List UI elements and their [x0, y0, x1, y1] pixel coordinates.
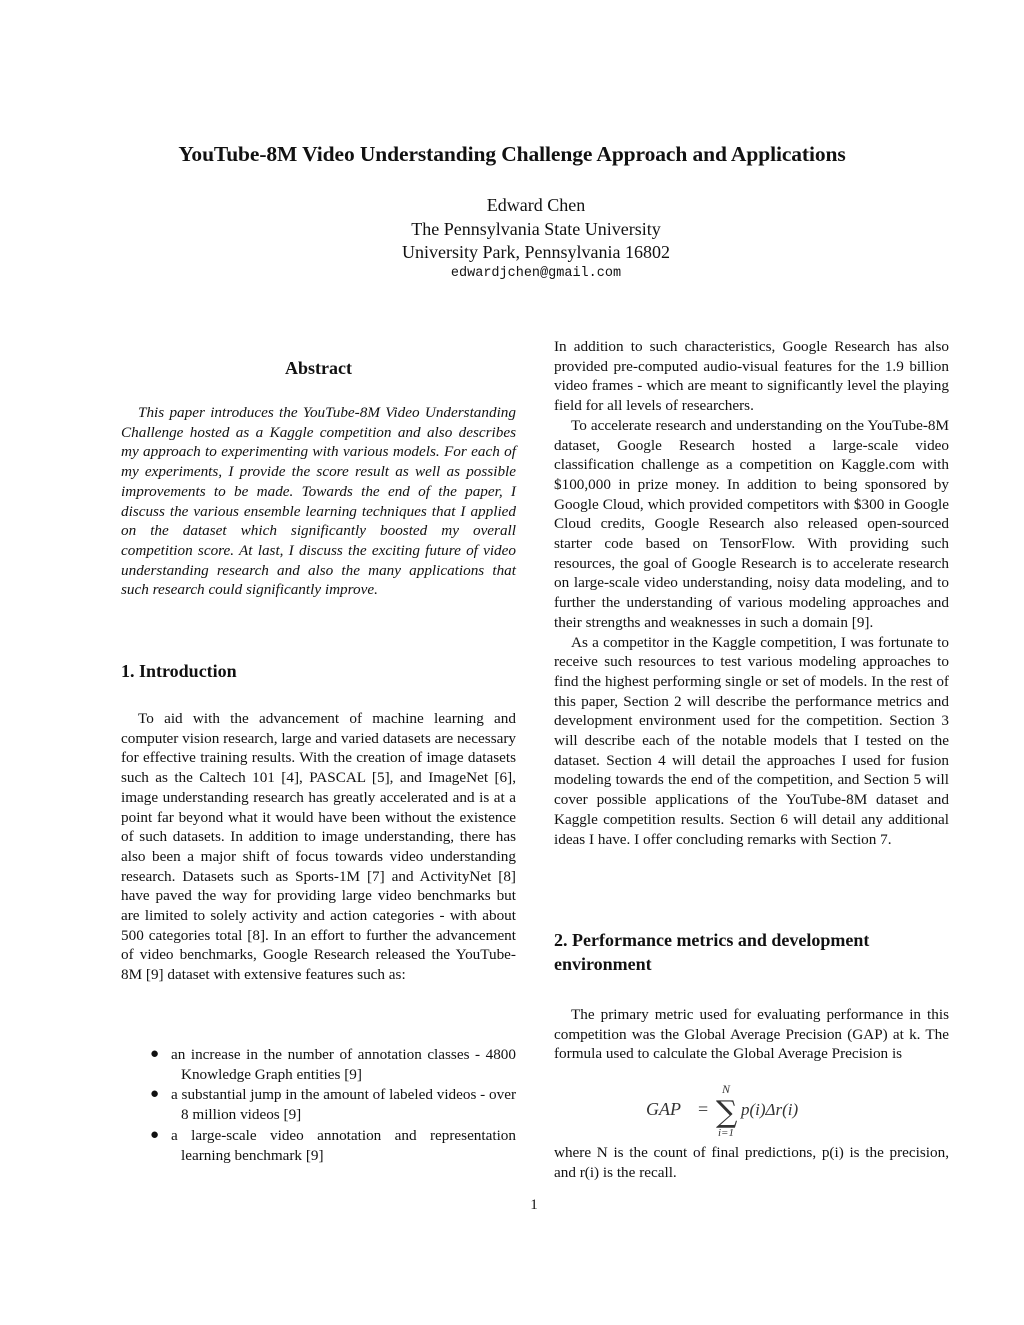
intro-column-right	[554, 337, 949, 849]
feature-bullet-list	[121, 1045, 516, 1166]
section2-paragraph-2: where N is the count of final predictions, p(i) is the precision, and r(i) is the recall.	[554, 1144, 949, 1181]
author-affiliation: The Pennsylvania State University	[411, 218, 661, 239]
formula-equals: =	[698, 1099, 709, 1119]
author-name: Edward Chen	[486, 195, 586, 215]
author-address: University Park, Pennsylvania 16802	[402, 242, 670, 262]
bullet-icon: ●	[150, 1086, 160, 1103]
list-item-text: a large-scale video annotation and representation learning benchmark [9]	[171, 1126, 516, 1164]
intro-paragraph-1: To aid with the advancement of machine learning and computer vision research, large and varied datasets are necessary for effective training results. With the creation of image datasets such as the Caltech 101 [4], PASCAL [5], and ImageNet [6], image understanding research has greatly accelerated and is at a point far beyond what it would have been without the existence of such datasets. In addition to image understanding, there has also been a major shift of focus towards video understanding research. Datasets such as Sports-1M [7] and ActivityNet [8] have paved the way for providing large video benchmarks but are limited to solely activity and action categories - with about 500 categories total [8]. In an effort to further the advancement of video benchmarks, Google Research released the YouTube-8M [9] dataset with extensive features such as:	[121, 710, 516, 984]
intro-paragraph-2: In addition to such characteristics, Google Research has also provided pre-computed audio-visual features for the 1.9 billion video frames - which are meant to significantly level the playing field for all levels of researchers.	[554, 338, 949, 415]
gap-formula	[646, 1082, 846, 1140]
formula-upper-limit: N	[722, 1082, 731, 1096]
abstract-body	[121, 403, 516, 600]
section2-paragraph-1: The primary metric used for evaluating performance in this competition was the Global Average Precision (GAP) at k. The formula used to calculate the Global Average Precision is	[554, 1006, 949, 1063]
formula-lhs: GAP	[646, 1099, 681, 1119]
formula-lower-limit: i=1	[718, 1127, 734, 1139]
section2-column	[554, 1005, 949, 1064]
list-item-text: a substantial jump in the amount of labeled videos - over 8 million videos [9]	[171, 1086, 517, 1124]
abstract-heading: Abstract	[285, 358, 352, 378]
intro-paragraph-3: To accelerate research and understanding on the YouTube-8M dataset, Google Research hosted a large-scale video classification challenge as a competition on Kaggle.com with $100,000 in prize money. In addition to being sponsored by Google Cloud, which provided competitors with $300 in Google Cloud credits, Google Research also released open-sourced starter code based on TensorFlow. With providing such resources, the goal of Google Research is to accelerate research on large-scale video understanding, noisy data modeling, and to further the understanding of various modeling approaches and their strengths and weaknesses in such a domain [9].	[554, 416, 949, 631]
intro-column-left	[121, 709, 516, 985]
page-number: 1	[530, 1197, 538, 1213]
section2-column-tail	[554, 1143, 949, 1182]
formula-sum-icon: ∑	[716, 1095, 738, 1130]
bullet-icon: ●	[150, 1046, 160, 1062]
list-item	[121, 1085, 516, 1124]
abstract-text: This paper introduces the YouTube-8M Video Understanding Challenge hosted as a Kaggle competition and also describes my approach to experimenting with various models. For each of my experiments, I provide the score result as well as possible improvements to be made. Towards the end of the paper, I discuss the various ensemble learning techniques that I applied on the dataset which significantly boosted my overall competition score. At last, I discuss the exciting future of video understanding research and also the many applications that such research could significantly improve.	[121, 404, 516, 599]
author-block	[0, 194, 1024, 282]
intro-paragraph-4: As a competitor in the Kaggle competition, I was fortunate to receive such resources to test various modeling approaches to find the highest performing single or set of models. In the rest of this paper, Section 2 will describe the performance metrics and development environment used for the competition. Section 3 will describe each of the notable models that I tested on the dataset. Section 4 will detail the approaches I used for fusion modeling towards the end of the competition, and Section 5 will cover possible applications of the YouTube-8M dataset and Kaggle competition results. Section 6 will detail any additional ideas I have. I offer concluding remarks with Section 7.	[554, 633, 949, 848]
list-item-text: an increase in the number of annotation classes - 4800 Knowledge Graph entities [9]	[171, 1046, 516, 1083]
paper-title: YouTube-8M Video Understanding Challenge Approach and Applications	[178, 142, 846, 166]
bullet-icon: ●	[150, 1126, 160, 1143]
formula-term: p(i)Δr(i)	[741, 1100, 799, 1119]
list-item	[121, 1126, 516, 1165]
list-item	[121, 1045, 516, 1084]
author-email: edwardjchen@gmail.com	[450, 265, 622, 281]
section-heading-introduction: 1. Introduction	[121, 661, 237, 681]
section-heading-performance: 2. Performance metrics and development environment	[554, 930, 870, 974]
